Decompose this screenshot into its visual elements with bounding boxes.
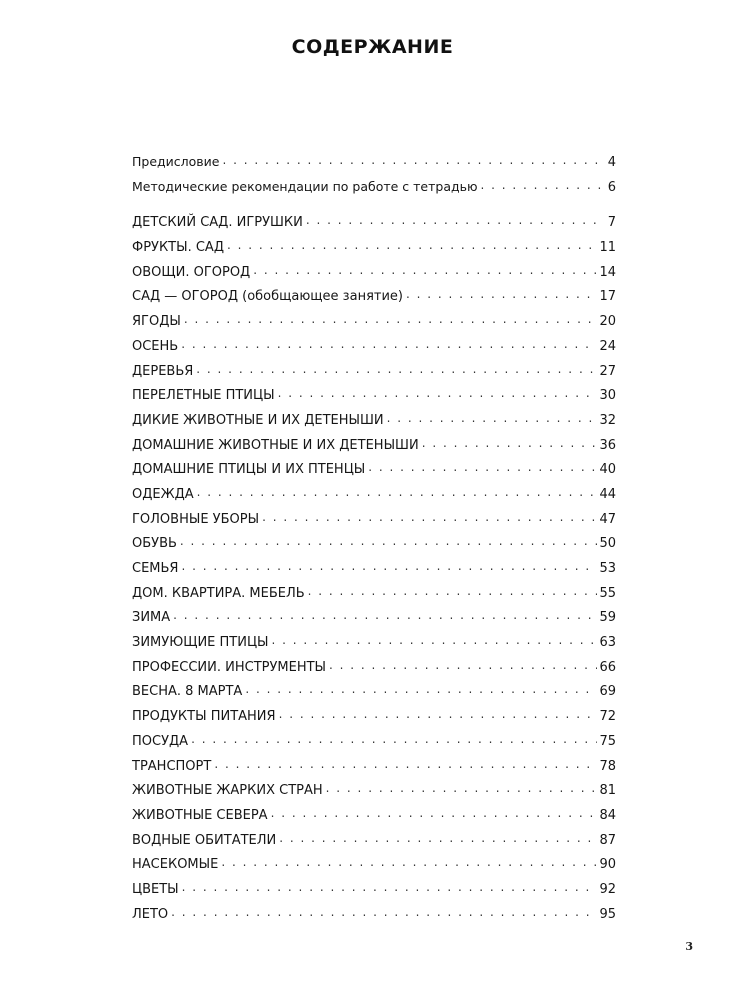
- dot-leader: [222, 153, 602, 166]
- dot-leader: [326, 781, 598, 794]
- toc-entry-label: ДОМ. КВАРТИРА. МЕБЕЛЬ: [132, 585, 305, 601]
- toc-entry-page: 55: [599, 585, 616, 601]
- toc-entry-label: ПРОДУКТЫ ПИТАНИЯ: [132, 709, 276, 725]
- toc-entry-label: ФРУКТЫ. САД: [132, 240, 224, 256]
- dot-leader: [368, 460, 597, 473]
- toc-entry-page: 75: [599, 733, 616, 749]
- toc-entry-label: ВЕСНА. 8 МАРТА: [132, 684, 243, 700]
- dot-leader: [253, 263, 597, 276]
- toc-entry-label: ТРАНСПОРТ: [132, 758, 212, 774]
- toc-entry: [132, 409, 616, 434]
- toc-entry-page: 6: [607, 179, 616, 195]
- dot-leader: [278, 386, 598, 399]
- toc-entry: [132, 755, 616, 780]
- dot-leader: [171, 905, 597, 918]
- toc-entry: [132, 705, 616, 730]
- dot-leader: [197, 485, 598, 498]
- toc-entry: [132, 434, 616, 459]
- dot-leader: [262, 510, 597, 523]
- dot-leader: [308, 584, 598, 597]
- toc-entry-label: ЖИВОТНЫЕ ЖАРКИХ СТРАН: [132, 783, 323, 799]
- toc-entry: [132, 853, 616, 878]
- toc-entry-label: ДОМАШНИЕ ЖИВОТНЫЕ И ИХ ДЕТЕНЫШИ: [132, 437, 419, 453]
- toc-entry: [132, 804, 616, 829]
- toc-entry-page: 69: [599, 684, 616, 700]
- dot-leader: [245, 682, 597, 695]
- page-title: СОДЕРЖАНИЕ: [291, 36, 454, 58]
- toc-entry: [132, 730, 616, 755]
- toc-entry-page: 72: [599, 709, 616, 725]
- toc-entry-page: 44: [599, 486, 616, 502]
- toc-entry-page: 50: [599, 536, 616, 552]
- toc-entry-page: 4: [607, 155, 616, 170]
- dot-leader: [180, 534, 598, 547]
- toc-entry: [132, 236, 616, 261]
- toc-entry-page: 36: [599, 437, 616, 453]
- toc-entry-label: ЖИВОТНЫЕ СЕВЕРА: [132, 807, 268, 823]
- toc-entry-page: 66: [599, 659, 616, 675]
- toc-entry-page: 20: [599, 314, 616, 330]
- dot-leader: [422, 436, 598, 449]
- dot-leader: [387, 411, 598, 424]
- toc-entry: [132, 150, 616, 175]
- toc-entry-label: ДЕТСКИЙ САД. ИГРУШКИ: [132, 215, 303, 231]
- toc-entry: [132, 384, 616, 409]
- dot-leader: [406, 287, 597, 300]
- toc-entry: [132, 829, 616, 854]
- toc-entry-label: ДИКИЕ ЖИВОТНЫЕ И ИХ ДЕТЕНЫШИ: [132, 412, 384, 428]
- toc-entry-label: Методические рекомендации по работе с тетрадью: [132, 178, 478, 194]
- page-number: 3: [685, 940, 693, 953]
- toc-entry-page: 40: [599, 462, 616, 478]
- toc-entry-page: 87: [599, 832, 616, 848]
- toc-entry-label: ОВОЩИ. ОГОРОД: [132, 264, 251, 280]
- toc-entry-page: 32: [599, 412, 616, 428]
- toc-entry-page: 27: [599, 363, 616, 379]
- toc-entry-page: 90: [599, 857, 616, 873]
- toc-entry: [132, 483, 616, 508]
- toc-entry-label: ГОЛОВНЫЕ УБОРЫ: [132, 511, 260, 527]
- toc-entry-label: ПРОФЕССИИ. ИНСТРУМЕНТЫ: [132, 659, 327, 675]
- toc-entry-label: ПЕРЕЛЕТНЫЕ ПТИЦЫ: [132, 388, 275, 404]
- toc-entry: [132, 261, 616, 286]
- toc-entry-label: ЯГОДЫ: [132, 314, 181, 330]
- dot-leader: [279, 707, 598, 720]
- toc-entry-label: ОСЕНЬ: [132, 338, 179, 354]
- toc-entry-page: 84: [599, 807, 616, 823]
- toc-entry-label: ОБУВЬ: [132, 536, 177, 552]
- dot-leader: [196, 362, 597, 375]
- dot-leader: [481, 178, 602, 191]
- toc-entry: [132, 606, 616, 631]
- toc-entry-page: 11: [599, 240, 616, 256]
- toc-entry-page: 63: [599, 635, 616, 651]
- toc-entry: [132, 903, 616, 928]
- toc-entry-label: ЗИМА: [132, 610, 171, 626]
- dot-leader: [181, 337, 597, 350]
- toc-entry-page: 81: [599, 783, 616, 799]
- toc-entry: [132, 360, 616, 385]
- dot-leader: [182, 880, 598, 893]
- dot-leader: [272, 633, 598, 646]
- toc-entry-label: ВОДНЫЕ ОБИТАТЕЛИ: [132, 832, 277, 848]
- toc-entry-label: ПОСУДА: [132, 733, 189, 749]
- dot-leader: [279, 831, 597, 844]
- toc-entry-label: СЕМЬЯ: [132, 561, 179, 576]
- toc-entry-label: САД — ОГОРОД (обобщающее занятие): [132, 289, 403, 305]
- toc-entry: [132, 680, 616, 705]
- toc-entry: [132, 508, 616, 533]
- dot-leader: [221, 855, 597, 868]
- toc-entry-page: 95: [599, 906, 616, 922]
- toc-entry: [132, 458, 616, 483]
- toc-entry-page: 14: [599, 264, 616, 280]
- toc-entry-label: ЛЕТО: [132, 906, 169, 922]
- toc-entry: [132, 310, 616, 335]
- dot-leader: [227, 238, 597, 251]
- toc-entry-label: Предисловие: [132, 154, 220, 169]
- dot-leader: [329, 658, 597, 671]
- dot-leader: [173, 608, 597, 621]
- toc-entry-page: 78: [599, 758, 616, 774]
- dot-leader: [191, 732, 597, 745]
- toc-entry-label: ОДЕЖДА: [132, 486, 194, 502]
- dot-leader: [214, 757, 597, 770]
- dot-leader: [306, 213, 602, 226]
- toc-entry: [132, 656, 616, 681]
- toc-entry: [132, 557, 616, 582]
- toc-entry-label: ДЕРЕВЬЯ: [132, 363, 194, 379]
- dot-leader: [271, 806, 598, 819]
- dot-leader: [184, 312, 598, 325]
- toc-entry-page: 59: [599, 610, 616, 626]
- toc-entry-label: ДОМАШНИЕ ПТИЦЫ И ИХ ПТЕНЦЫ: [132, 462, 366, 478]
- toc-entry: [132, 532, 616, 557]
- toc-entry-label: ЦВЕТЫ: [132, 881, 179, 897]
- toc-entry-label: НАСЕКОМЫЕ: [132, 857, 219, 873]
- toc-entry-page: 24: [599, 338, 616, 354]
- toc-entry: [132, 175, 616, 200]
- toc-entry-page: 47: [599, 511, 616, 527]
- toc-entry-page: 17: [599, 289, 616, 305]
- toc-entry-page: 7: [607, 215, 616, 231]
- toc-entry: [132, 335, 616, 360]
- toc-entry: [132, 582, 616, 607]
- toc-entry: [132, 878, 616, 903]
- toc-entry: [132, 631, 616, 656]
- toc-entry: [132, 285, 616, 310]
- toc-entry-page: 92: [599, 881, 616, 897]
- toc-entry-page: 53: [599, 561, 616, 576]
- toc-entry: [132, 211, 616, 236]
- toc-entry-label: ЗИМУЮЩИЕ ПТИЦЫ: [132, 635, 269, 651]
- toc-entry: [132, 779, 616, 804]
- table-of-contents: [132, 150, 616, 927]
- dot-leader: [181, 559, 597, 572]
- toc-entry-page: 30: [599, 388, 616, 404]
